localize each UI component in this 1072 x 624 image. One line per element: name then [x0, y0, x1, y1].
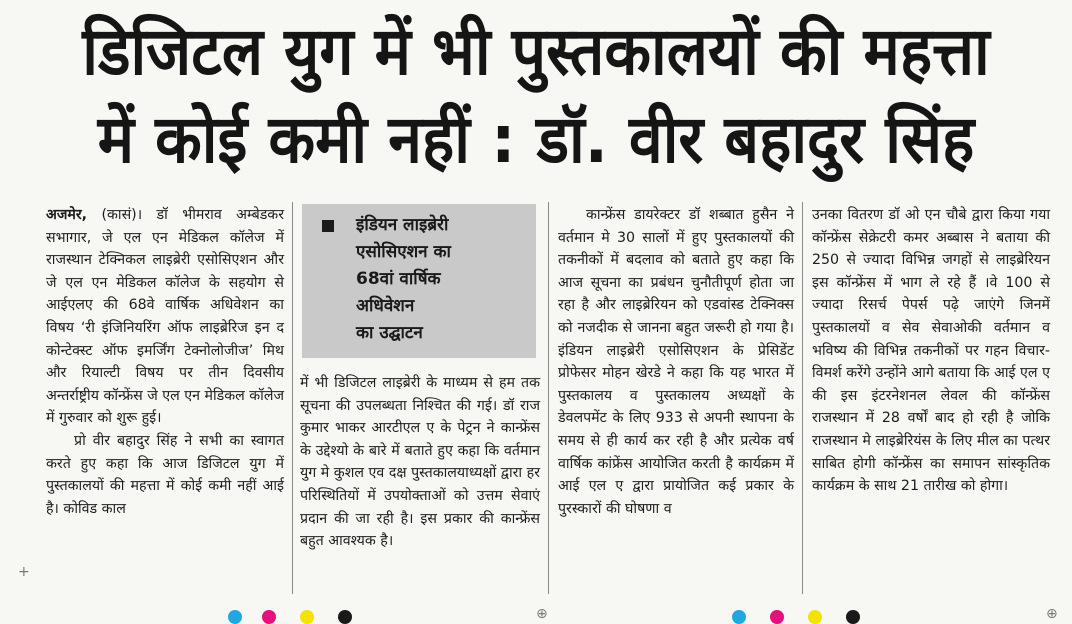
- highlight-line: इंडियन लाइब्रेरी: [356, 215, 449, 235]
- column-divider: [802, 202, 803, 594]
- highlight-line: का उद्घाटन: [356, 323, 423, 343]
- paragraph: [46, 204, 284, 430]
- headline-line-2: में कोई कमी नहीं : डॉ. वीर बहादुर सिंह: [97, 101, 975, 178]
- paragraph: में भी डिजिटल लाइब्रेरी के माध्यम से हम तक सूचना की उपलब्धता निश्चित की गई। डॉ राज कुमार भाकर आरटीएल ए के पेट्रन ने कान्फ्रेंस के उद्देश्यो के बारे में बताते हुए कहा कि वर्तमान युग मे कुशल एव दक्ष पुस्तकालयाध्यक्षों द्वारा हर परिस्थितियों में उपयोक्ताओं को उत्तम सेवाएं प्रदान की जा रही है। इस प्रकार की कान्फ्रेंस बहुत आवश्यक है।: [300, 375, 540, 550]
- highlight-line: एसोसिएशन का: [356, 242, 451, 262]
- registration-target-icon: ⊕: [1046, 606, 1058, 622]
- paragraph: प्रो वीर बहादुर सिंह ने सभी का स्वागत करते हुए कहा कि आज डिजिटल युग में पुस्तकालयों की महत्ता में कोई कमी नहीं आई है। कोविड काल: [46, 432, 284, 517]
- highlight-line: अधिवेशन: [356, 296, 415, 316]
- article-column-3: [558, 204, 794, 520]
- registration-target-icon: ⊕: [536, 606, 548, 622]
- headline-line-1: डिजिटल युग में भी पुस्तकालयों की महत्ता: [82, 13, 990, 90]
- highlight-box: [302, 204, 536, 358]
- square-bullet-icon: [322, 220, 334, 232]
- paragraph-text: (कासं)। डॉ भीमराव अम्बेडकर सभागार, जे एल एन मेडिकल कॉलेज में राजस्थान टेक्निकल लाइब्रेरी एसोसिएशन और जे एल एन मेडिकल कॉलेज के सहयोग से आईएलए की 68वे वार्षिक अधिवेशन का विषय ‘री इंजिनियरिंग ऑफ लाइब्रेरिज इन द कोन्टेक्स्ट ऑफ इमर्जिंग टेक्नोलोजीज’ मिथ और रियाल्टी विषय पर तीन दिवसीय अन्तर्राष्ट्रीय कॉन्फ्रेंस जे एल एन मेडिकल कॉलेज में गुरुवार को शुरू हुई।: [46, 207, 284, 427]
- article-column-2: [300, 372, 540, 553]
- highlight-box-text: [356, 212, 526, 347]
- column-divider: [548, 202, 549, 594]
- article-column-1: [46, 204, 284, 520]
- headline: [0, 8, 1072, 184]
- paragraph: उनका वितरण डॉ ओ एन चौबे द्वारा किया गया कॉन्फ्रेंस सेक्रेटरी कमर अब्बास ने बताया की 250 से ज्यादा विभिन्न जगहों से लाइब्रेरियन इस कॉन्फ्रेंस में भाग ले रहे हैं ।वे 100 से ज्यादा रिसर्च पेपर्स पढ़े जाएंगे जिनमें पुस्तकालयों व सेव सेवाओकी वर्तमान व भविष्य की विभिन्न तकनीकों पर गहन विचार-विमर्श करेंगे उन्होंने आगे बताया कि आई एल ए की इस इंटरनेशनल लेवल की कॉन्फ्रेंस राजस्थान में 28 वर्षों बाद हो रही है जोकि राजस्थान मे लाइब्रेरियंस के लिए मील का पत्थर साबित होगी कॉन्फ्रेंस का समापन सांस्कृतिक कार्यक्रम के साथ 21 तारीख को होगा।: [812, 207, 1050, 495]
- dateline: अजमेर,: [46, 207, 88, 223]
- crop-mark-icon: +: [18, 564, 30, 580]
- paragraph: कान्फ्रेंस डायरेक्टर डॉ शब्बात हुसैन ने वर्तमान मे 30 सालों में हुए पुस्तकालयों की तकनीकों में बदलाव को बताते हुए कहा कि आज सूचना का प्रबंधन चुनौतीपूर्ण होता जा रहा है और लाइब्रेरियन को एडवांस्ड टेक्निक्स को नजदीक से जानना बहुत जरूरी हो गया है। इंडियन लाइब्रेरी एसोसिएशन के प्रेसिडेंट प्रोफेसर मोहन खेरडे ने कहा कि यह भारत में पुस्तकालय व पुस्तकालय अध्यक्षों के डेवलपमेंट के लिए 933 से अपनी स्थापना के समय से ही कार्य कर रही है और प्रत्येक वर्ष वार्षिक कांफ्रेंस आयोजित करती है कार्यक्रम में आई एल ए द्वारा प्रायोजित कई प्रकार के पुरस्कारों की घोषणा व: [558, 207, 794, 517]
- column-divider: [292, 202, 293, 594]
- highlight-line: 68वां वार्षिक: [356, 269, 441, 289]
- article-column-4: [812, 204, 1050, 498]
